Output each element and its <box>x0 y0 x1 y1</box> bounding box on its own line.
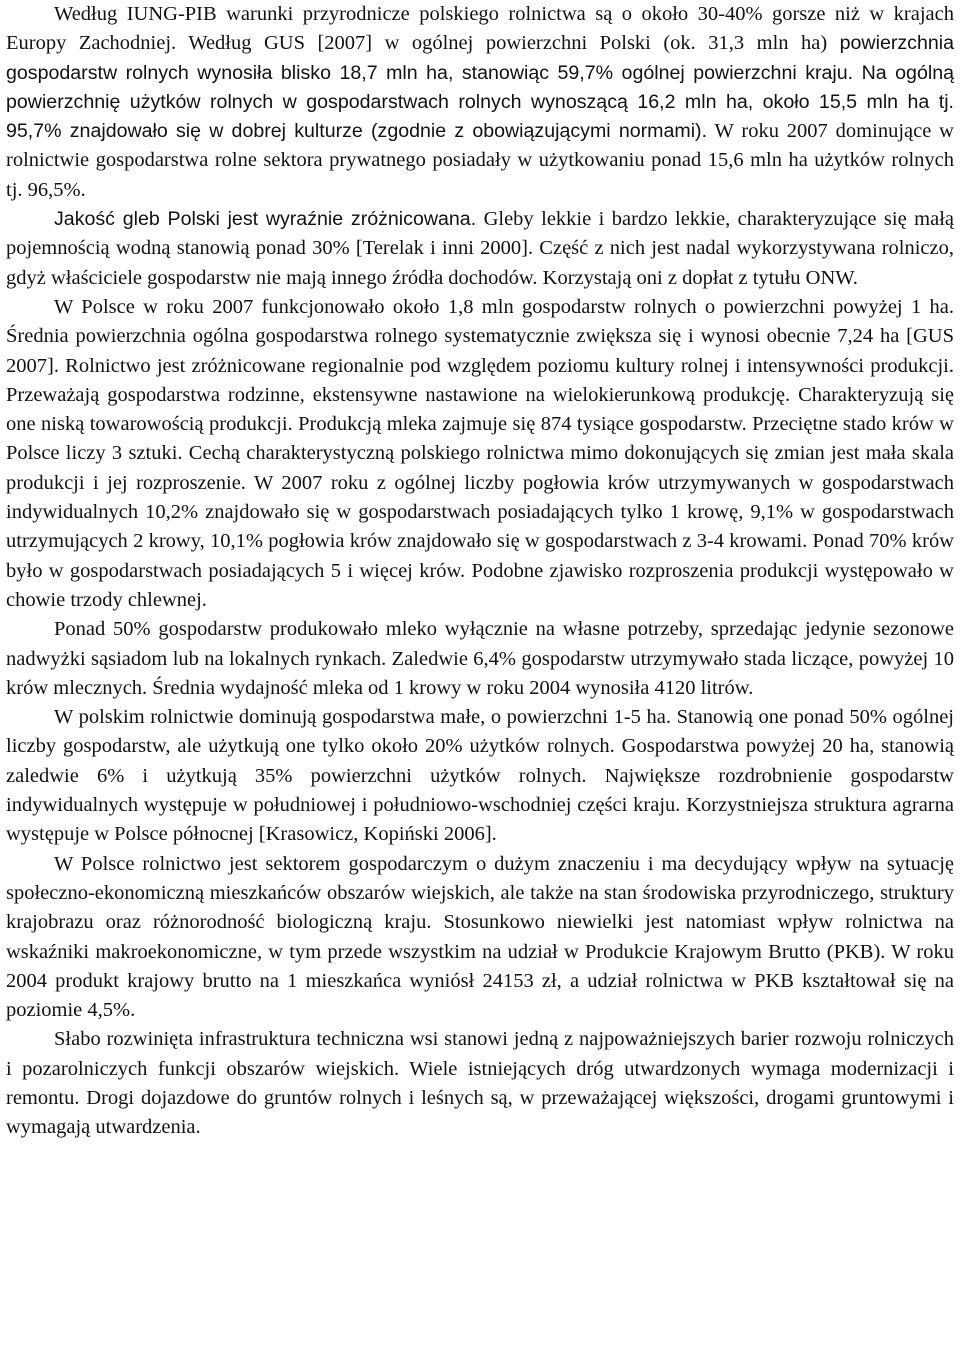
paragraph-5 <box>6 703 954 849</box>
paragraph-2 <box>6 205 954 293</box>
paragraph-1-segment-1: Według IUNG-PIB warunki przyrodnicze polskiego rolnictwa są o około 30-40% gorsze niż w krajach Europy Zachodniej. Według GUS [2007] w ogólnej powierzchni Polski (ok. 31,3 mln ha) <box>6 3 954 55</box>
paragraph-7 <box>6 1025 954 1142</box>
paragraph-2-segment-2: Gleby lekkie i bardzo lekkie, charakteryzujące się małą pojemnością wodną stanowią ponad 30% [Terelak i inni 2000]. Część z nich jest nadal wykorzystywana rolniczo, gdyż właściciele gospodarstw nie mają innego źródła dochodów. Korzystają oni z dopłat z tytułu ONW. <box>6 208 954 289</box>
paragraph-3-segment-1: W Polsce w roku 2007 funkcjonowało około 1,8 mln gospodarstw rolnych o powierzchni powyżej 1 ha. Średnia powierzchnia ogólna gospodarstwa rolnego systematycznie zwiększa się i wynosi obecnie 7,24 ha [GUS 2007]. Rolnictwo jest zróżnicowane regionalnie pod względem poziomu kultury rolnej i intensywności produkcji. Przeważają gospodarstwa rodzinne, ekstensywne nastawione na wielokierunkową produkcję. Charakteryzują się one niską towarowością produkcji. Produkcją mleka zajmuje się 874 tysiące gospodarstw. Przeciętne stado krów w Polsce liczy 3 sztuki. Cechą charakterystyczną polskiego rolnictwa mimo dokonujących się zmian jest mała skala produkcji i jej rozproszenie. W 2007 roku z ogólnej liczby pogłowia krów utrzymywanych w gospodarstwach indywidualnych 10,2% znajdowało się w gospodarstwach posiadających tylko 1 krowę, 9,1% w gospodarstwach utrzymujących 2 krowy, 10,1% pogłowia krów znajdowało się w gospodarstwach z 3-4 krowami. Ponad 70% krów było w gospodarstwach posiadających 5 i więcej krów. Podobne zjawisko rozproszenia produkcji występowało w chowie trzody chlewnej. <box>6 295 954 611</box>
paragraph-1 <box>6 0 954 205</box>
paragraph-6-segment-1: W Polsce rolnictwo jest sektorem gospodarczym o dużym znaczeniu i ma decydujący wpływ na sytuację społeczno-ekonomiczną mieszkańców obszarów wiejskich, ale także na stan środowiska przyrodniczego, struktury krajobrazu oraz różnorodność biologiczną kraju. Stosunkowo niewielki jest natomiast wpływ rolnictwa na wskaźniki makroekonomiczne, w tym przede wszystkim na udział w Produkcie Krajowym Brutto (PKB). W roku 2004 produkt krajowy brutto na 1 mieszkańca wyniósł 24153 zł, a udział rolnictwa w PKB kształtował się na poziomie 4,5%. <box>6 852 954 1022</box>
body-text <box>6 0 954 1143</box>
paragraph-7-segment-1: Słabo rozwinięta infrastruktura techniczna wsi stanowi jedną z najpoważniejszych barier rozwoju rolniczych i pozarolniczych funkcji obszarów wiejskich. Wiele istniejących dróg utwardzonych wymaga modernizacji i remontu. Drogi dojazdowe do gruntów rolnych i leśnych są, w przeważającej większości, drogami gruntowymi i wymagają utwardzenia. <box>6 1028 954 1139</box>
paragraph-2-segment-1: Jakość gleb Polski jest wyraźnie zróżnicowana. <box>54 208 477 231</box>
paragraph-5-segment-1: W polskim rolnictwie dominują gospodarstwa małe, o powierzchni 1-5 ha. Stanowią one ponad 50% ogólnej liczby gospodarstw, ale użytkują one tylko około 20% użytków rolnych. Gospodarstwa powyżej 20 ha, stanowią zaledwie 6% i użytkują 35% powierzchni użytków rolnych. Największe rozdrobnienie gospodarstw indywidualnych występuje w południowej i południowo-wschodniej części kraju. Korzystniejsza struktura agrarna występuje w Polsce północnej [Krasowicz, Kopiński 2006]. <box>6 706 954 846</box>
paragraph-1-segment-3: W roku 2007 dominujące w rolnictwie gospodarstwa rolne sektora prywatnego posiadały w użytkowaniu ponad 15,6 mln ha użytków rolnych tj. 96,5%. <box>6 120 954 201</box>
paragraph-3 <box>6 293 954 615</box>
paragraph-4 <box>6 615 954 703</box>
paragraph-4-segment-1: Ponad 50% gospodarstw produkowało mleko wyłącznie na własne potrzeby, sprzedając jedynie sezonowe nadwyżki sąsiadom lub na lokalnych rynkach. Zaledwie 6,4% gospodarstw utrzymywało stada liczące, powyżej 10 krów mlecznych. Średnia wydajność mleka od 1 krowy w roku 2004 wynosiła 4120 litrów. <box>6 618 954 699</box>
paragraph-1-segment-2: powierzchnia gospodarstw rolnych wynosiła blisko 18,7 mln ha, stanowiąc 59,7% ogólnej powierzchni kraju. Na ogólną powierzchnię użytków rolnych w gospodarstwach rolnych wynoszącą 16,2 mln ha, około 15,5 mln ha tj. 95,7% znajdowało się w dobrej kulturze (zgodnie z obowiązującymi normami). <box>6 32 954 143</box>
paragraph-6 <box>6 850 954 1026</box>
